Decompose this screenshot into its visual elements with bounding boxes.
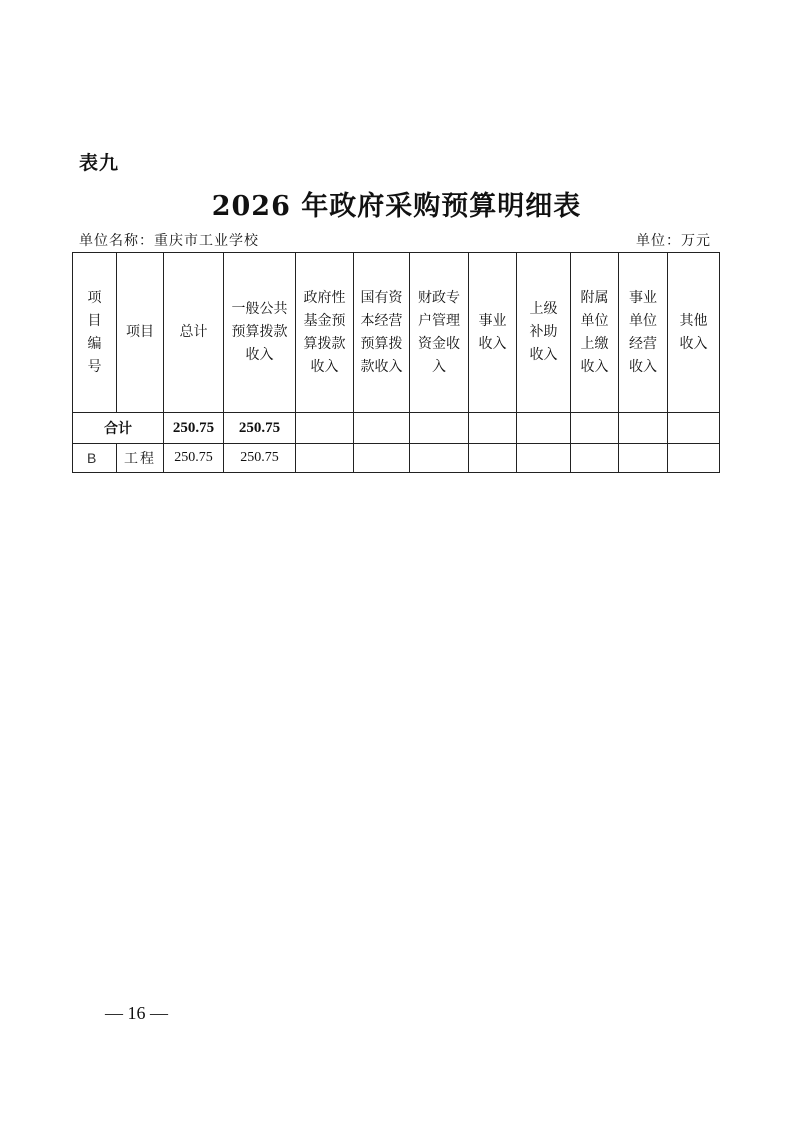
total-fund-cell bbox=[296, 413, 354, 444]
header-special-account: 财政专户管理资金收入 bbox=[410, 253, 469, 413]
total-special-cell bbox=[410, 413, 469, 444]
total-other-cell bbox=[668, 413, 720, 444]
table-row bbox=[73, 444, 720, 473]
header-total: 总计 bbox=[164, 253, 224, 413]
header-item: 项目 bbox=[117, 253, 164, 413]
row-capital-cell bbox=[354, 444, 410, 473]
total-row bbox=[73, 413, 720, 444]
header-fund-budget: 政府性基金预算拨款收入 bbox=[296, 253, 354, 413]
total-label: 合计 bbox=[73, 413, 164, 444]
total-amount: 250.75 bbox=[164, 413, 224, 444]
header-other-income: 其他收入 bbox=[668, 253, 720, 413]
budget-table bbox=[72, 252, 720, 473]
row-subsidy-cell bbox=[517, 444, 571, 473]
header-capital-budget: 国有资本经营预算拨款收入 bbox=[354, 253, 410, 413]
unit-measure: 单位：万元 bbox=[636, 233, 711, 249]
header-business-income: 事业收入 bbox=[469, 253, 517, 413]
total-operating-cell bbox=[619, 413, 668, 444]
page-number: — 16 — bbox=[105, 1003, 168, 1023]
header-affiliate-income: 附属单位上缴收入 bbox=[571, 253, 619, 413]
row-affiliate-cell bbox=[571, 444, 619, 473]
header-general-budget: 一般公共预算拨款收入 bbox=[224, 253, 296, 413]
document-title: 2026 年政府采购预算明细表 bbox=[211, 191, 582, 222]
total-subsidy-cell bbox=[517, 413, 571, 444]
row-fund-cell bbox=[296, 444, 354, 473]
row-total: 250.75 bbox=[164, 444, 224, 473]
unit-name: 单位名称：重庆市工业学校 bbox=[79, 233, 259, 249]
row-item: 工程 bbox=[117, 444, 164, 473]
header-operating-income: 事业单位经营收入 bbox=[619, 253, 668, 413]
total-capital-cell bbox=[354, 413, 410, 444]
total-affiliate-cell bbox=[571, 413, 619, 444]
header-code: 项目编号 bbox=[73, 253, 117, 413]
row-code: B bbox=[73, 444, 117, 473]
header-subsidy-income: 上级补助收入 bbox=[517, 253, 571, 413]
total-general-amount: 250.75 bbox=[224, 413, 296, 444]
row-operating-cell bbox=[619, 444, 668, 473]
row-other-cell bbox=[668, 444, 720, 473]
row-special-cell bbox=[410, 444, 469, 473]
total-business-cell bbox=[469, 413, 517, 444]
row-business-cell bbox=[469, 444, 517, 473]
header-row bbox=[73, 253, 720, 413]
row-general: 250.75 bbox=[224, 444, 296, 473]
table-number: 表九 bbox=[79, 152, 120, 174]
